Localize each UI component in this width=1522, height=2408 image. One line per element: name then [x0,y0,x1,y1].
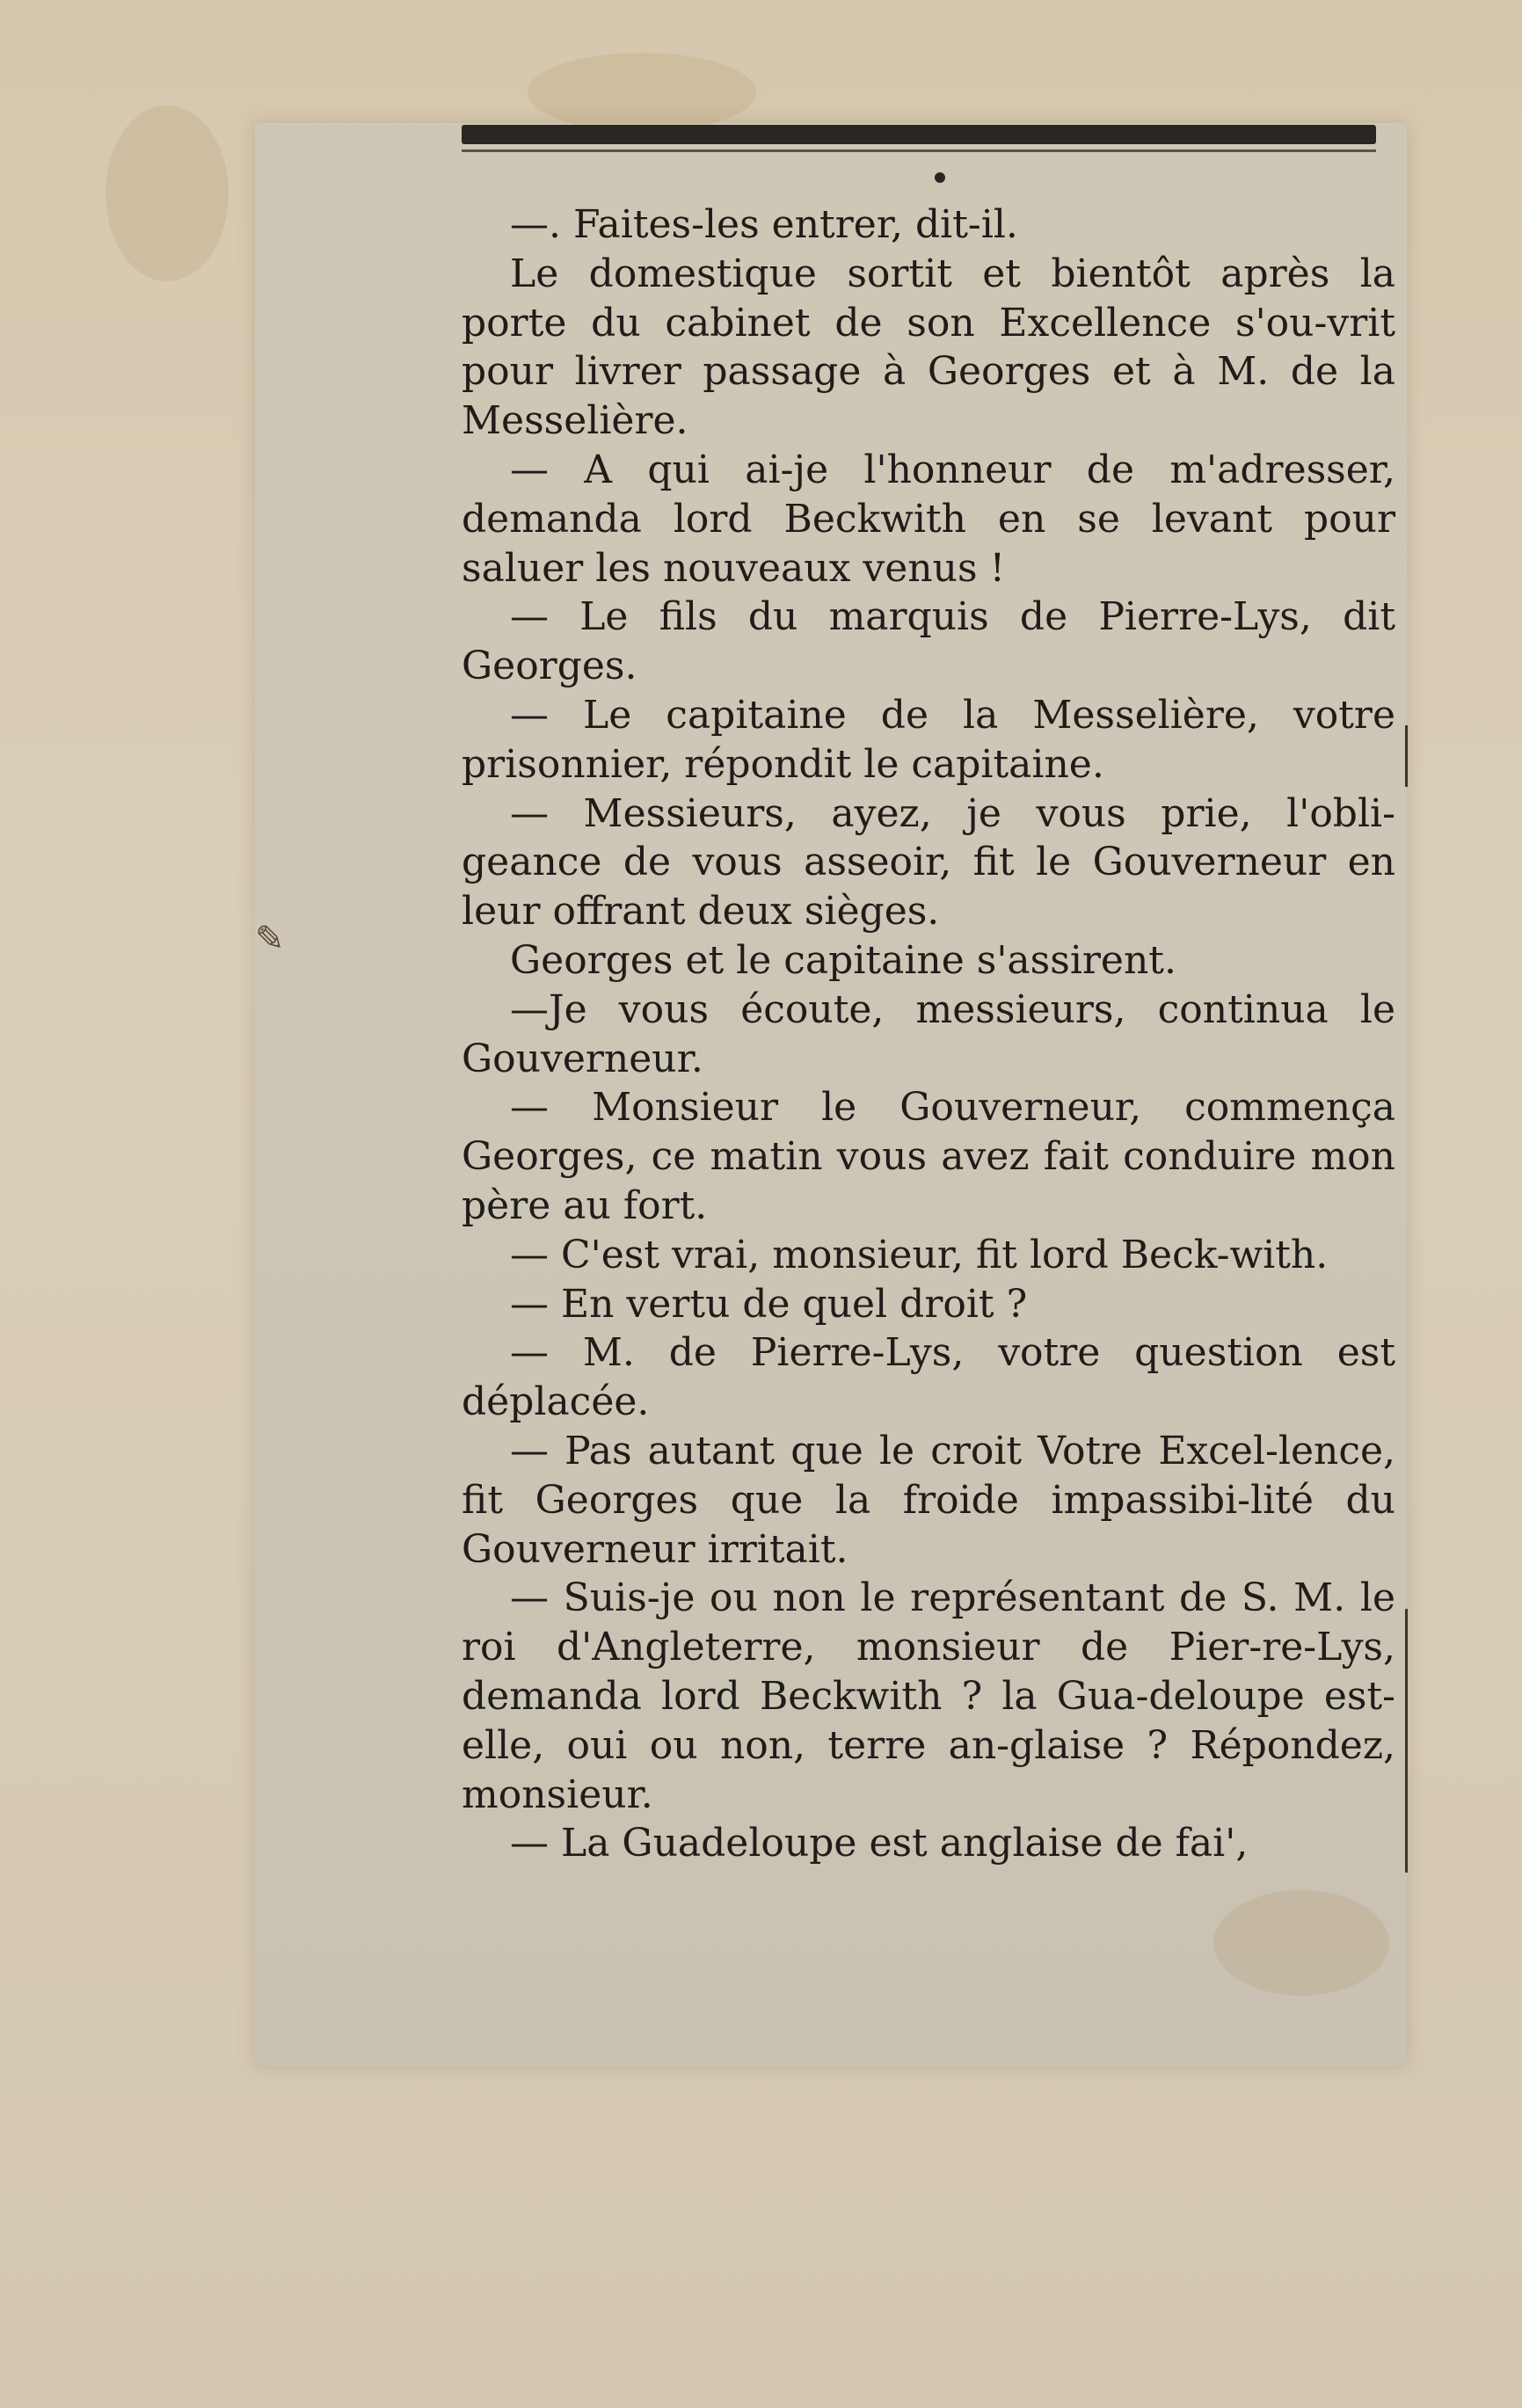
paragraph: — M. de Pierre-Lys, votre question est déplacée. [462,1330,1395,1425]
paragraph: — C'est vrai, monsieur, fit lord Beck-with. [510,1232,1329,1277]
article-column [462,200,1395,1868]
paragraph: — Pas autant que le croit Votre Excel-lence, fit Georges que la froide impassibi-lité du Gouverneur irritait. [462,1428,1395,1572]
paragraph: —. Faites-les entrer, dit-il. [510,202,1018,247]
paper-stain [1213,1890,1389,1996]
paper-stain [106,105,229,281]
paragraph: — Suis-je ou non le représentant de S. M. le roi d'Angleterre, monsieur de Pier-re-Lys, demanda lord Beckwith ? la Gua-deloupe est-elle, oui ou non, terre an-glaise ? Répondez, monsieur. [462,1575,1395,1817]
margin-mark: ✎ [255,919,285,959]
paper-stain [528,53,756,132]
paragraph: — Messieurs, ayez, je vous prie, l'obli-geance de vous asseoir, fit le Gouverneur en leur offrant deux sièges. [462,790,1395,935]
paragraph: — Le fils du marquis de Pierre-Lys, dit Georges. [462,594,1395,689]
column-edge-mark [1405,1609,1408,1873]
header-rule [462,125,1376,144]
header-rule-thin [462,149,1376,152]
paragraph: — En vertu de quel droit ? [510,1281,1028,1327]
header-dot [935,172,945,183]
column-edge-mark [1405,725,1408,787]
paragraph: — A qui ai-je l'honneur de m'adresser, demanda lord Beckwith en se levant pour saluer les nouveaux venus ! [462,447,1395,591]
paragraph: Le domestique sortit et bientôt après la porte du cabinet de son Excellence s'ou-vrit pour livrer passage à Georges et à M. de la Messelière. [462,251,1395,444]
paragraph: — La Guadeloupe est anglaise de fai', [510,1821,1249,1866]
paragraph: — Monsieur le Gouverneur, commença Georges, ce matin vous avez fait conduire mon père au fort. [462,1085,1395,1228]
paragraph: —Je vous écoute, messieurs, continua le Gouverneur. [462,986,1395,1081]
paragraph: — Le capitaine de la Messelière, votre prisonnier, répondit le capitaine. [462,692,1395,787]
paragraph: Georges et le capitaine s'assirent. [510,937,1176,983]
